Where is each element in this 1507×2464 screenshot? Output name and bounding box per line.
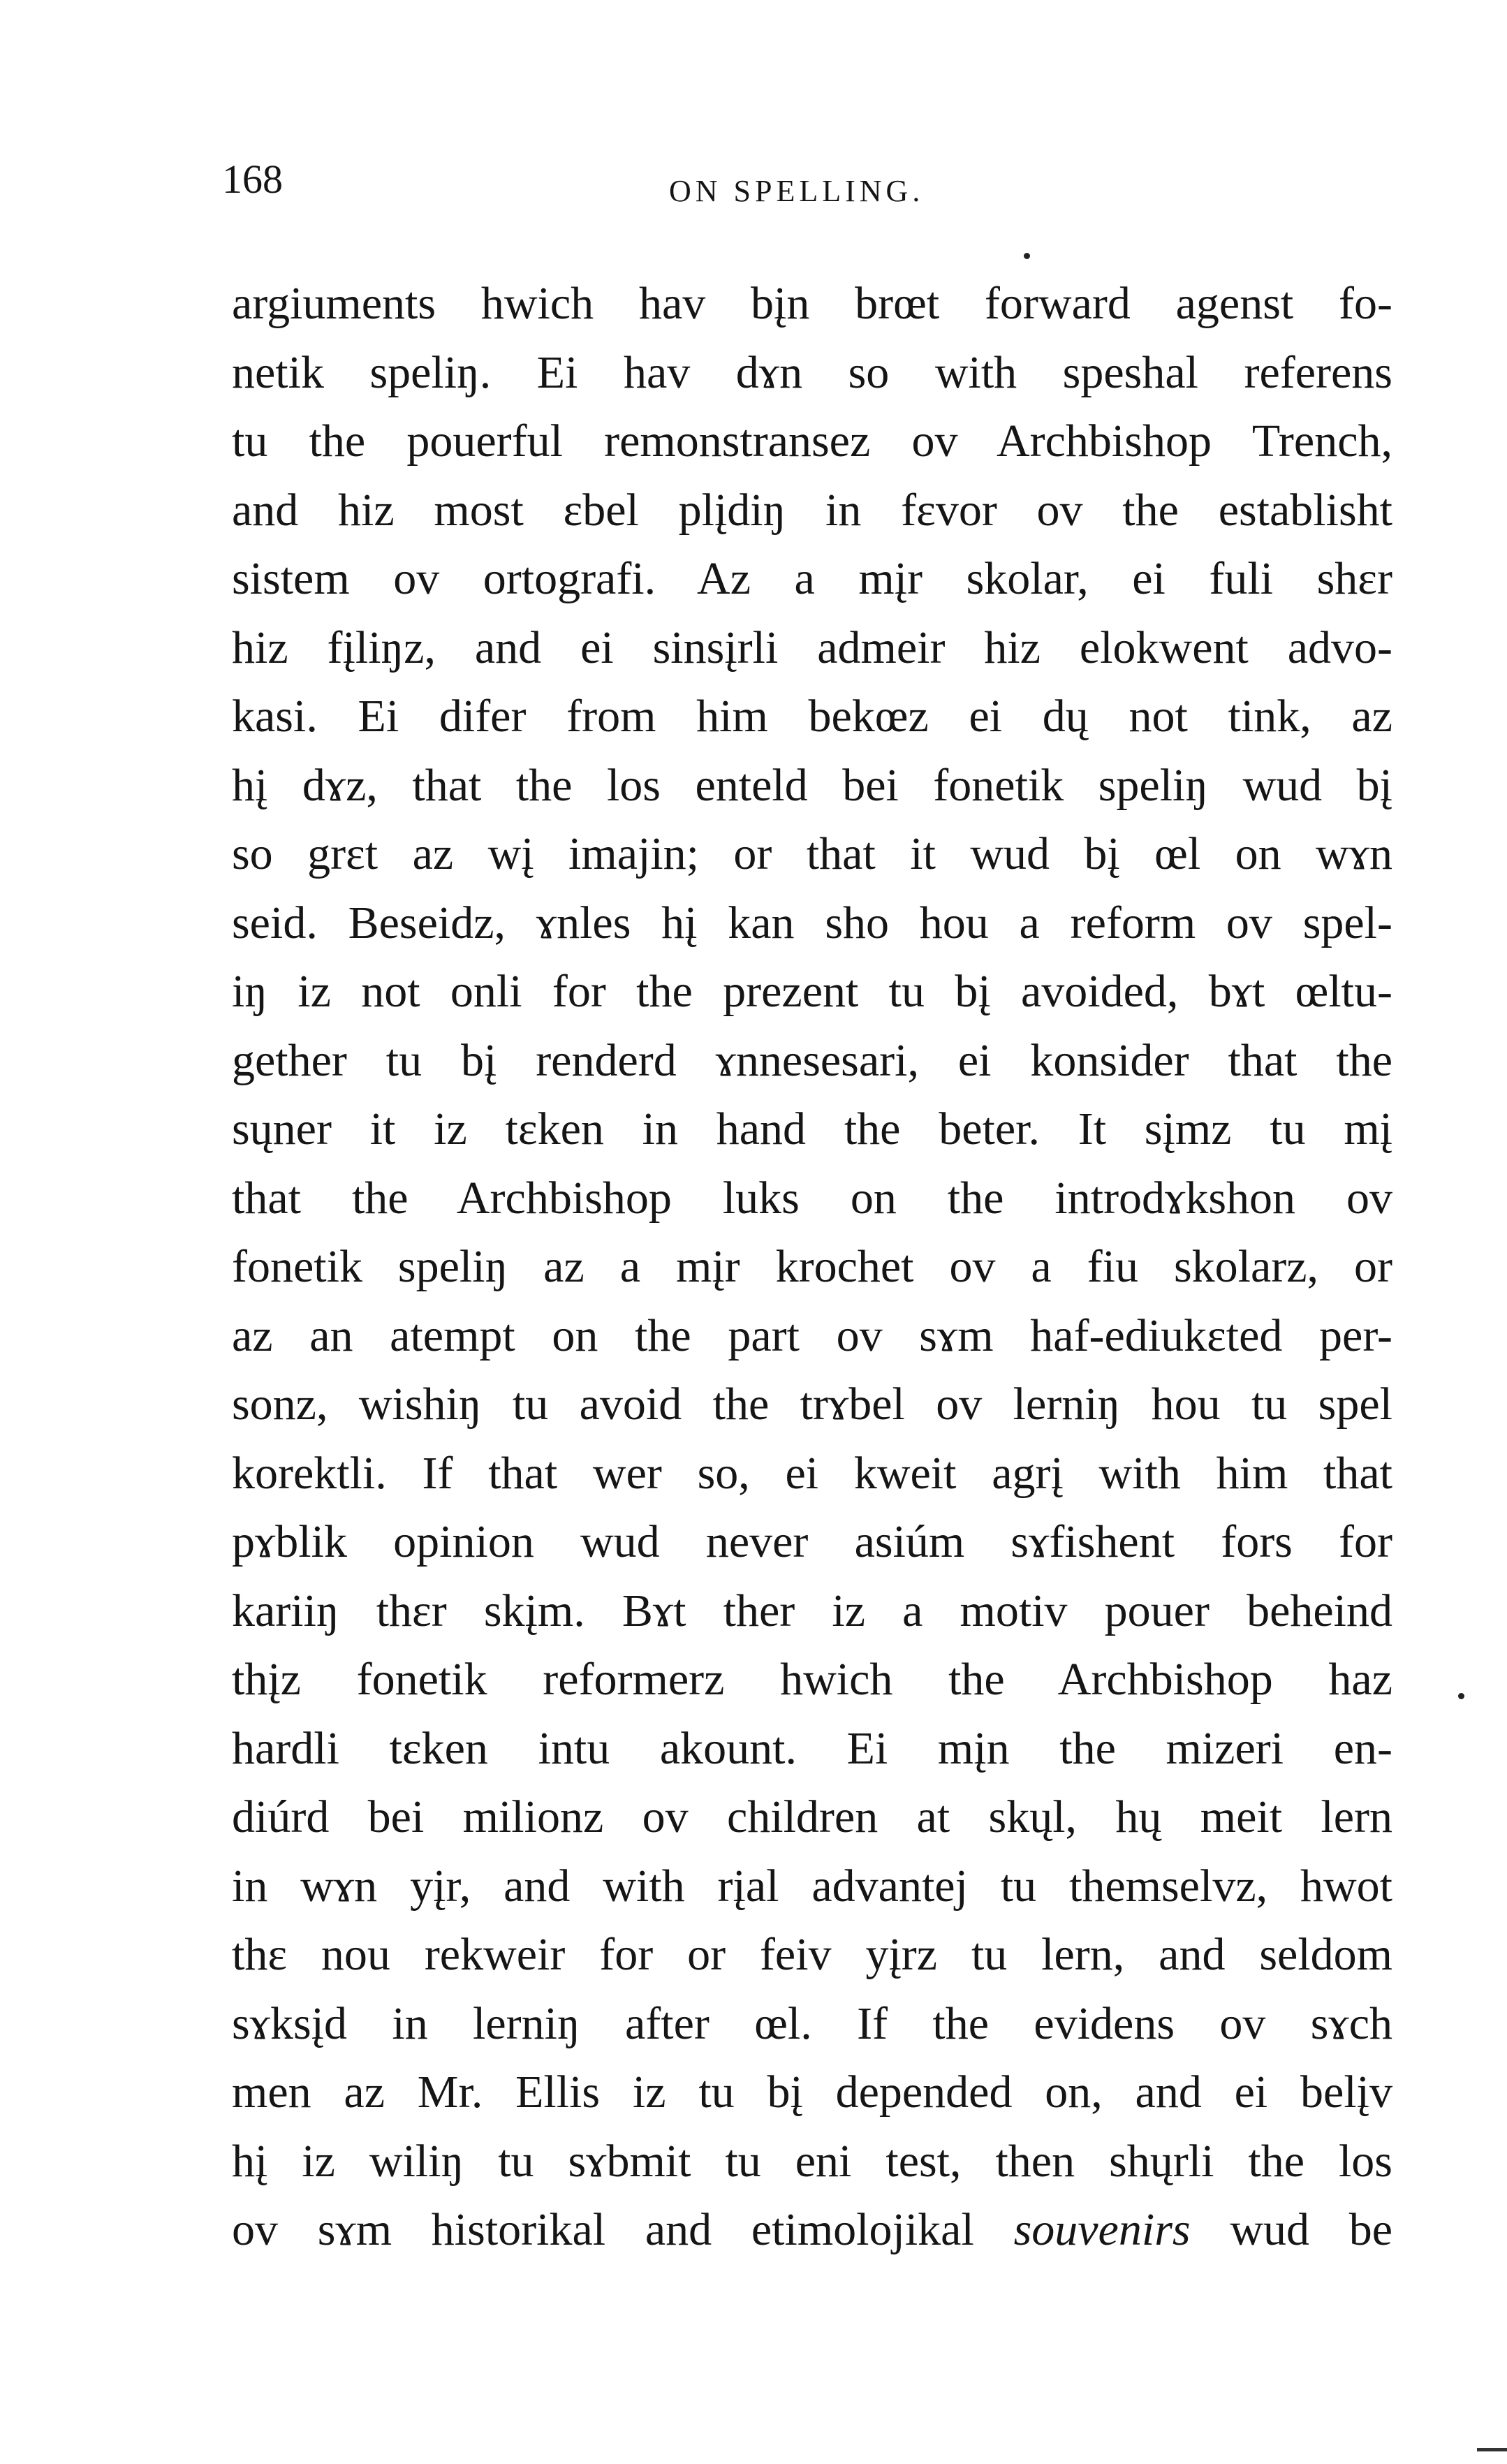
text-line: sistem ov ortografi. Az a mįr skolar, ei fuli shɛr <box>232 553 1392 604</box>
italic-word: souvenirs <box>1013 2204 1191 2255</box>
text-line: that the Archbishop luks on the introdɤkshon ov <box>232 1172 1392 1224</box>
text-line: kariiŋ thɛr skįm. Bɤt ther iz a motiv pouer beheind <box>232 1585 1392 1636</box>
running-title: ON SPELLING. <box>669 174 925 208</box>
text-line: az an atempt on the part ov sɤm haf-ediukɛted per- <box>232 1310 1392 1361</box>
ink-dot <box>1024 253 1030 259</box>
text-line: diúrd bei milionz ov children at skųl, hų meit lern <box>232 1791 1392 1842</box>
body-text <box>232 270 1392 2265</box>
text-line: sųner it iz tɛken in hand the beter. It sįmz tu mį <box>232 1103 1392 1154</box>
text-line: gether tu bį renderd ɤnnesesari, ei konsider that the <box>232 1034 1392 1086</box>
text-line: thįz fonetik reformerz hwich the Archbishop haz <box>232 1654 1392 1705</box>
text-line: iŋ iz not onli for the prezent tu bį avoided, bɤt œltu- <box>232 966 1392 1017</box>
last-line-end: wud be <box>1230 2204 1393 2255</box>
text-line: pɤblik opinion wud never asiúm sɤfishent fors for <box>232 1516 1392 1567</box>
text-line: fonetik speliŋ az a mįr krochet ov a fiu skolarz, or <box>232 1241 1392 1292</box>
text-line: korektli. If that wer so, ei kweit agrį with him that <box>232 1447 1392 1499</box>
text-line: hiz fįliŋz, and ei sinsįrli admeir hiz elokwent advo- <box>232 622 1392 673</box>
text-line: in wɤn yįr, and with rįal advantej tu themselvz, hwot <box>232 1860 1392 1912</box>
text-line: kasi. Ei difer from him bekœz ei dų not tink, az <box>232 691 1392 742</box>
text-line: hį dɤz, that the los enteld bei fonetik speliŋ wud bį <box>232 759 1392 811</box>
page-number: 168 <box>222 156 283 202</box>
text-line: so grɛt az wį imajin; or that it wud bį œl on wɤn <box>232 828 1392 879</box>
text-line: seid. Beseidz, ɤnles hį kan sho hou a reform ov spel- <box>232 897 1392 948</box>
text-line: men az Mr. Ellis iz tu bį depended on, and ei belįv <box>232 2067 1392 2118</box>
text-line: tu the pouerful remonstransez ov Archbishop Trench, <box>232 416 1392 467</box>
ink-dot <box>1458 1693 1464 1699</box>
text-line: and hiz most ɛbel plįdiŋ in fɛvor ov the establisht <box>232 484 1392 536</box>
last-line-start: ov sɤm historikal and etimolojikal <box>232 2204 974 2255</box>
text-line: hardli tɛken intu akount. Ei mįn the mizeri en- <box>232 1722 1392 1774</box>
text-line: thɛ nou rekweir for or feiv yįrz tu lern, and seldom <box>232 1929 1392 1980</box>
text-line: argiuments hwich hav bįn brœt forward agenst fo- <box>232 278 1392 329</box>
text-line-last <box>232 2196 1392 2265</box>
text-line: sonz, wishiŋ tu avoid the trɤbel ov lerniŋ hou tu spel <box>232 1379 1392 1430</box>
text-line: netik speliŋ. Ei hav dɤn so with speshal referens <box>232 346 1392 398</box>
text-line: hį iz wiliŋ tu sɤbmit tu eni test, then shųrli the los <box>232 2135 1392 2187</box>
text-line: sɤksįd in lerniŋ after œl. If the evidens ov sɤch <box>232 1997 1392 2049</box>
edge-mark <box>1477 2448 1507 2451</box>
